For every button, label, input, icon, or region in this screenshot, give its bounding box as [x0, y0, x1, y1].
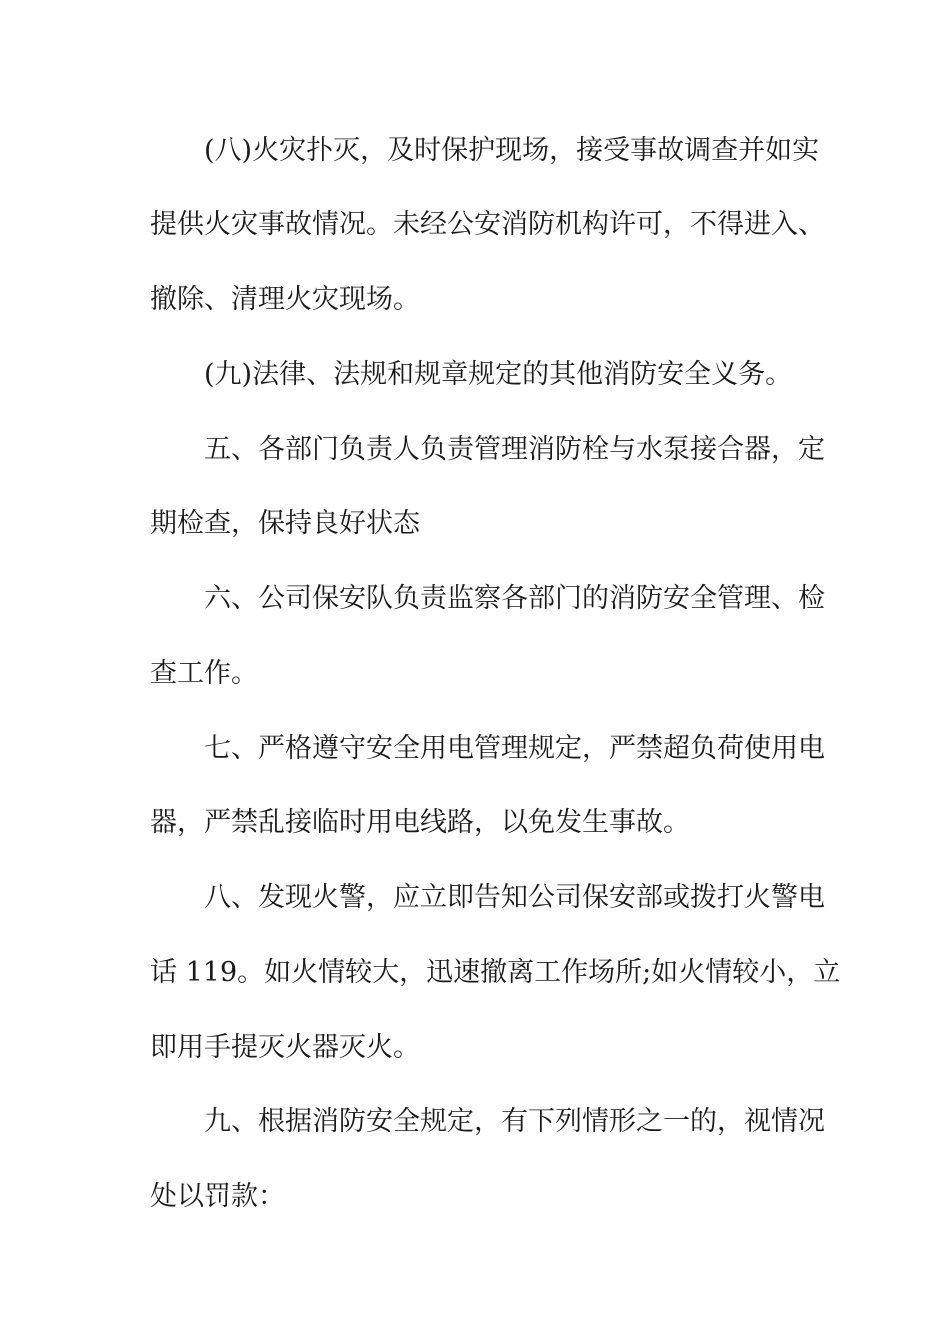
text-line: 处以罚款：	[150, 1181, 285, 1212]
text-line: 提供火灾事故情况。未经公安消防机构许可，不得进入、	[150, 209, 825, 240]
text-line: 查工作。	[150, 658, 258, 689]
text-line: 撤除、清理火灾现场。	[150, 284, 420, 315]
text-line: 话 119。如火情较大，迅速撤离工作场所;如火情较小，立	[150, 957, 841, 988]
text-line: 九、根据消防安全规定，有下列情形之一的，视情况	[150, 1106, 825, 1137]
text-line: (八)火灾扑灭，及时保护现场，接受事故调查并如实	[150, 135, 820, 166]
text-line: 期检查，保持良好状态	[150, 508, 420, 539]
text-line: 六、公司保安队负责监察各部门的消防安全管理、检	[150, 583, 825, 614]
text-line: 五、各部门负责人负责管理消防栓与水泵接合器，定	[150, 434, 825, 465]
text-line: 七、严格遵守安全用电管理规定，严禁超负荷使用电	[150, 733, 825, 764]
text-line: 即用手提灭火器灭火。	[150, 1032, 420, 1063]
text-line: 八、发现火警，应立即告知公司保安部或拨打火警电	[150, 882, 825, 913]
text-line: (九)法律、法规和规章规定的其他消防安全义务。	[150, 359, 793, 390]
text-line: 器，严禁乱接临时用电线路，以免发生事故。	[150, 807, 690, 838]
